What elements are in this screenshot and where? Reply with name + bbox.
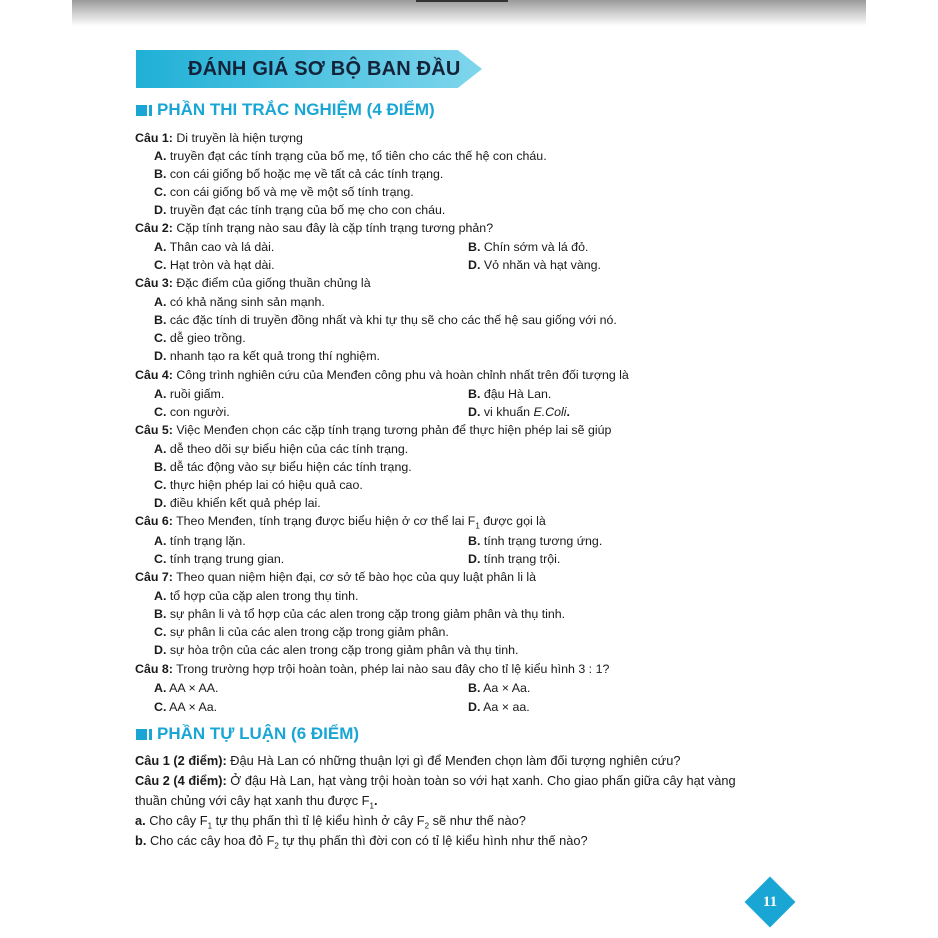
- option: B. Aa × Aa.: [468, 681, 531, 695]
- option: C. con người.: [154, 405, 230, 419]
- option: C. tính trạng trung gian.: [154, 552, 285, 566]
- option: C. con cái giống bố và mẹ về một số tính trạng.: [154, 185, 414, 199]
- essay-part-a: a. Cho cây $F_1$ tự thụ phấn thì tỉ lệ kiểu hình ở cây $F_2$ sẽ như thế nào?: [135, 813, 526, 831]
- question-7: Câu 7: Theo quan niệm hiện đại, cơ sở tế bào học của quy luật phân li là: [135, 570, 537, 584]
- section-square-icon: [136, 729, 152, 740]
- option: B. sự phân li và tổ hợp của các alen trong cặp trong giảm phân và thụ tinh.: [154, 607, 566, 621]
- essay-part-b: b. Cho các cây hoa đỏ $F_2$ tự thụ phấn thì đời con có tỉ lệ kiểu hình như thế nào?: [135, 833, 588, 851]
- top-shadow: [72, 0, 866, 26]
- option: B. các đặc tính di truyền đồng nhất và khi tự thụ sẽ cho các thế hệ sau giống với nó.: [154, 313, 617, 327]
- question-4: Câu 4: Công trình nghiên cứu của Menđen công phu và hoàn chỉnh nhất trên đối tượng là: [135, 368, 629, 382]
- option: A. tính trạng lặn.: [154, 534, 246, 548]
- option: D. điều khiển kết quả phép lai.: [154, 496, 321, 510]
- page-number: 11: [762, 894, 778, 910]
- option: D. vi khuẩn E.Coli.: [468, 405, 570, 419]
- option: D. truyền đạt các tính trạng của bố mẹ cho con cháu.: [154, 203, 446, 217]
- question-3: Câu 3: Đặc điểm của giống thuần chủng là: [135, 276, 371, 290]
- option: C. sự phân li của các alen trong cặp trong giảm phân.: [154, 625, 449, 639]
- option: A. tổ hợp của cặp alen trong thụ tinh.: [154, 589, 359, 603]
- section-heading-multiple-choice: [136, 98, 435, 122]
- top-mark: [416, 0, 508, 2]
- option: D. Aa × aa.: [468, 700, 530, 714]
- option: C. Hạt tròn và hạt dài.: [154, 258, 275, 272]
- question-1: Câu 1: Di truyền là hiện tượng: [135, 131, 303, 145]
- option: C. dễ gieo trồng.: [154, 331, 246, 345]
- essay-question-2-cont: thuần chủng với cây hạt xanh thu được $F_1$.: [135, 793, 378, 811]
- essay-question-1: Câu 1 (2 điểm): Đậu Hà Lan có những thuận lợi gì để Menđen chọn làm đối tượng nghiên cứu?: [135, 753, 681, 768]
- option: B. tính trạng tương ứng.: [468, 534, 603, 548]
- option: B. dễ tác động vào sự biểu hiện các tính trạng.: [154, 460, 412, 474]
- question-5: Câu 5: Việc Menđen chọn các cặp tính trạng tương phản để thực hiện phép lai sẽ giúp: [135, 423, 612, 437]
- section-title: PHẦN THI TRẮC NGHIỆM (4 ĐIỂM): [157, 100, 435, 119]
- option: B. con cái giống bố hoặc mẹ về tất cả các tính trạng.: [154, 167, 444, 181]
- option: A. có khả năng sinh sản mạnh.: [154, 295, 325, 309]
- option: A. truyền đạt các tính trạng của bố mẹ, tổ tiên cho các thế hệ con cháu.: [154, 149, 547, 163]
- option: B. đậu Hà Lan.: [468, 387, 552, 401]
- option: A. Thân cao và lá dài.: [154, 240, 275, 254]
- question-6: Câu 6: Theo Menđen, tính trạng được biểu hiện ở cơ thể lai $F_1$ được gọi là: [135, 514, 546, 531]
- option: A. AA × AA.: [154, 681, 219, 695]
- section-heading-essay: [136, 722, 359, 746]
- section-square-icon: [136, 105, 152, 116]
- question-8: Câu 8: Trong trường hợp trội hoàn toàn, phép lai nào sau đây cho tỉ lệ kiểu hình 3 : 1?: [135, 662, 610, 676]
- essay-question-2: Câu 2 (4 điểm): Ở đậu Hà Lan, hạt vàng trội hoàn toàn so với hạt xanh. Cho giao phấn giữa cây hạt vàng: [135, 773, 736, 788]
- question-2: Câu 2: Cặp tính trạng nào sau đây là cặp tính trạng tương phản?: [135, 221, 494, 235]
- option: A. ruồi giấm.: [154, 387, 225, 401]
- option: D. Vỏ nhăn và hạt vàng.: [468, 258, 601, 272]
- option: A. dễ theo dõi sự biểu hiện của các tính trạng.: [154, 442, 409, 456]
- option: C. thực hiện phép lai có hiệu quả cao.: [154, 478, 363, 492]
- section-title: PHẦN TỰ LUẬN (6 ĐIỂM): [157, 724, 360, 743]
- option: D. tính trạng trội.: [468, 552, 561, 566]
- option: C. AA × Aa.: [154, 700, 218, 714]
- option: D. sự hòa trộn của các alen trong cặp trong giảm phân và thụ tinh.: [154, 643, 519, 657]
- page-title: ĐÁNH GIÁ SƠ BỘ BAN ĐẦU: [188, 58, 461, 80]
- option: B. Chín sớm và lá đỏ.: [468, 240, 589, 254]
- option: D. nhanh tạo ra kết quả trong thí nghiệm.: [154, 349, 380, 363]
